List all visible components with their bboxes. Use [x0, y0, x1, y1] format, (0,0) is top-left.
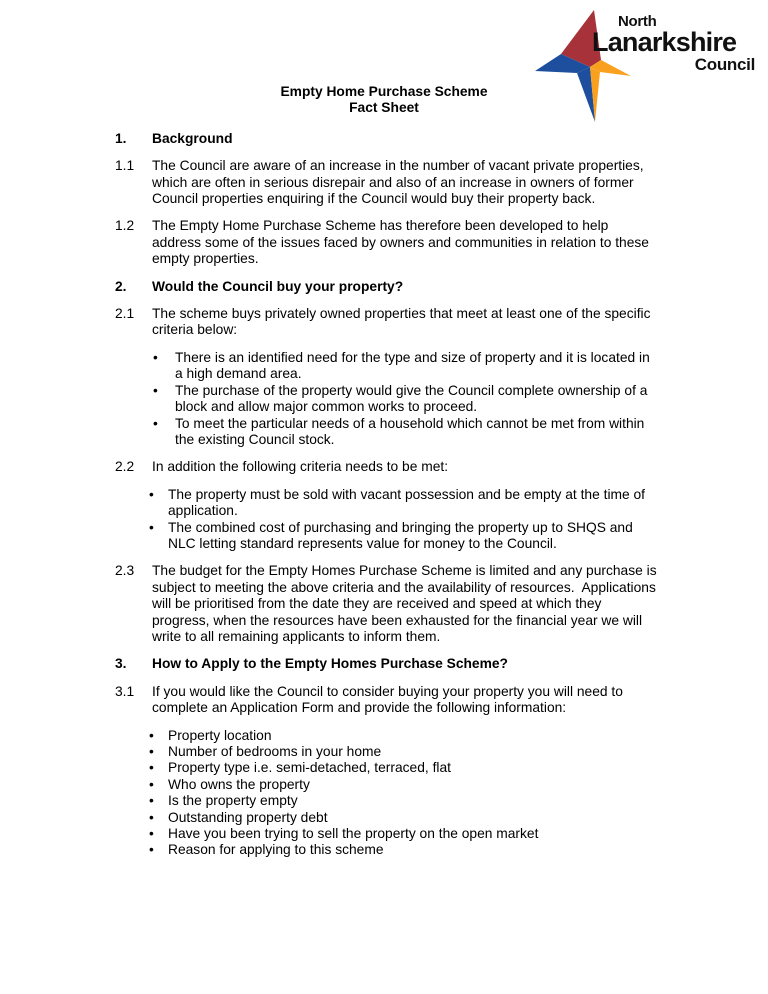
- list-item: [149, 777, 768, 793]
- bullet-icon: •: [149, 760, 154, 776]
- list-item: [153, 350, 768, 383]
- paragraph-text: The Council are aware of an increase in the number of vacant private properties, which are often in serious disrepair and also of an increase in owners of former Council properties enquiring if the Council would buy their property back.: [152, 158, 648, 207]
- paragraph-1-2: [115, 218, 768, 267]
- paragraph-number: 2.1: [115, 306, 135, 322]
- paragraph-number: 3.1: [115, 683, 135, 699]
- list-item: [149, 810, 768, 826]
- list-item: [149, 520, 768, 553]
- section-heading-1: [115, 131, 768, 147]
- list-item: [149, 793, 768, 809]
- list-item-text: Number of bedrooms in your home: [168, 744, 382, 759]
- section-number: 1.: [115, 130, 127, 146]
- paragraph-text: In addition the following criteria needs to be met:: [152, 459, 449, 475]
- bullet-icon: •: [149, 776, 154, 792]
- paragraph-text: If you would like the Council to consider buying your property you will need to complete an Application Form and provide the following information:: [152, 683, 627, 716]
- bullet-icon: •: [149, 486, 154, 502]
- list-item-text: Property location: [168, 727, 272, 743]
- bullet-icon: •: [149, 842, 154, 858]
- section-heading-text: How to Apply to the Empty Homes Purchase Scheme?: [152, 656, 508, 672]
- list-item-text: Have you been trying to sell the property on the open market: [168, 826, 539, 842]
- section-number: 2.: [115, 278, 127, 294]
- list-item-text: The combined cost of purchasing and bringing the property up to SHQS and NLC letting standard represents value for money to the Council.: [168, 519, 633, 551]
- bullet-icon: •: [149, 809, 154, 825]
- list-item: [153, 416, 768, 449]
- section-number: 3.: [115, 656, 127, 672]
- list-item: [153, 383, 768, 416]
- criteria-bullet-list-2-1: [115, 350, 768, 448]
- paragraph-text: The Empty Home Purchase Scheme has therefore been developed to help address some of the issues faced by owners and communities in relation to these empty properties.: [152, 218, 653, 267]
- list-item-text: The purchase of the property would give the Council complete ownership of a block and allow major common works to proceed.: [175, 382, 648, 415]
- council-logo: [530, 8, 760, 123]
- paragraph-number: 2.3: [115, 563, 135, 579]
- paragraph-1-1: [115, 158, 768, 207]
- logo-name-north: North: [618, 13, 657, 30]
- criteria-bullet-list-2-2: [115, 487, 768, 553]
- bullet-icon: •: [153, 349, 158, 365]
- bullet-icon: •: [149, 826, 154, 842]
- list-item-text: Property type i.e. semi-detached, terraced, flat: [168, 760, 451, 776]
- paragraph-text: The budget for the Empty Homes Purchase Scheme is limited and any purchase is subject to meeting the above criteria and the availability of resources. Applications will be prioritised from the date they are received and speed at which they progress, when the resources have been exhausted for the financial year we will write to all remaining applicants to inform them.: [152, 563, 661, 644]
- document-title-line1: Empty Home Purchase Scheme: [280, 84, 488, 99]
- list-item: [149, 728, 768, 744]
- section-heading-text: Would the Council buy your property?: [152, 278, 404, 294]
- bullet-icon: •: [149, 519, 154, 535]
- list-item-text: Reason for applying to this scheme: [168, 842, 384, 858]
- logo-name-council: Council: [694, 55, 755, 74]
- list-item-text: The property must be sold with vacant possession and be empty at the time of application.: [168, 486, 646, 519]
- section-heading-text: Background: [152, 130, 233, 146]
- logo-name-lanarkshire: Lanarkshire: [592, 27, 737, 57]
- document-title-line2: Fact Sheet: [349, 100, 419, 116]
- bullet-icon: •: [153, 382, 158, 398]
- section-heading-2: [115, 279, 768, 295]
- list-item: [149, 842, 768, 858]
- list-item: [149, 760, 768, 776]
- list-item-text: Outstanding property debt: [168, 809, 328, 825]
- paragraph-number: 2.2: [115, 459, 135, 475]
- list-item-text: There is an identified need for the type and size of property and it is located in a high demand area.: [175, 349, 650, 382]
- bullet-icon: •: [149, 727, 154, 743]
- bullet-icon: •: [149, 744, 154, 759]
- list-item-text: Who owns the property: [168, 776, 310, 792]
- paragraph-text: The scheme buys privately owned properties that meet at least one of the specific criteria below:: [152, 306, 655, 338]
- document-body: [0, 131, 768, 859]
- list-item-text: Is the property empty: [168, 793, 298, 809]
- paragraph-2-1: [115, 306, 768, 339]
- paragraph-number: 1.1: [115, 158, 135, 174]
- list-item: [149, 826, 768, 842]
- list-item-text: To meet the particular needs of a household which cannot be met from within the existing Council stock.: [175, 415, 645, 447]
- application-info-bullet-list: [115, 728, 768, 859]
- section-heading-3: [115, 656, 768, 672]
- bullet-icon: •: [149, 793, 154, 809]
- paragraph-2-2: [115, 459, 768, 475]
- paragraph-2-3: [115, 563, 768, 645]
- list-item: [149, 487, 768, 520]
- bullet-icon: •: [153, 415, 158, 431]
- paragraph-3-1: [115, 684, 768, 717]
- logo-text: [592, 14, 755, 74]
- list-item: [149, 744, 768, 760]
- paragraph-number: 1.2: [115, 218, 135, 234]
